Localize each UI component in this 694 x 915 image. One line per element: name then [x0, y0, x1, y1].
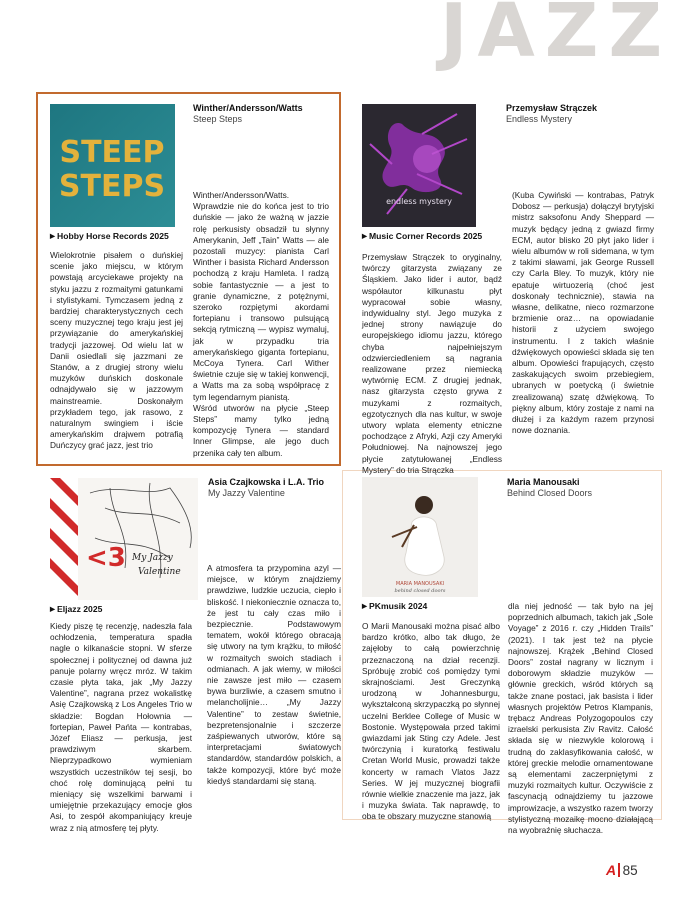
page-number: 85 [622, 862, 638, 878]
review-artist: Maria Manousaki [507, 477, 580, 487]
record-label: ▶ PKmusik 2024 [362, 601, 427, 611]
cover-art [362, 477, 478, 597]
cover-title-line2: Valentine [138, 567, 181, 577]
review-album: Behind Closed Doors [507, 488, 593, 498]
review-text-col2: (Kuba Cywiński — kontrabas, Patryk Dobosz — perkusja) dołączył brytyjski mistrz saksofonu Andy Sheppard — muzyk będący jedną z gwiazd firmy ECM, autor blisko 20 płyt jako lider i wielu albumów w roli sidemana, w tym z takimi sławami, jak George Russell czy Carla Bley. To muzyk, który nie epatuje wirtuozerią (choć jest doskonały technicznie), stawia na własne, delikatne, nieco rozmarzone brzmienie oraz… na opowiadanie historii z użyciem swojego instrumentu. I z takich właśnie dźwiękowych opowieści składa się ten album. Opowieści frapujących, często zaskakujących swoim przebiegiem, ubranych w poetycką (i świetnie zrealizowaną) szatę dźwiękową. To piękny album, który zostaje z nami na dłużej i za każdym razem przynosi nowe doznania. [512, 190, 654, 436]
magazine-logo: A [606, 862, 617, 878]
review-text-col1: Przemysław Strączek to oryginalny, twórczy gitarzysta związany ze Śląskiem. Jako lider i autor, bądź współautor kilkunastu płyt wypracował sobie własny, indywidualny styl. Jego muzyka z jednej strony nawiązuje do europejskiego idiomu jazzu, którego chyba najpełniejszym odzwierciedleniem są nagrania realizowane przez niemiecką wytwórnię ECM. Z drugiej jednak, nasz gitarzysta często grywa z muzykami z rozmaitych, egzotycznych dla nas kultur, w swoje utwory wplata elementy etniczne pochodzące z Afryki, Azji czy Ameryki Południowej. Na najnowszej jego płycie zatytułowanej „Endless Mystery” do tria Strączka [362, 252, 502, 475]
album-cover-endless-mystery [362, 104, 476, 227]
cover-art [50, 104, 175, 227]
review-text-col2: dla niej jedność — tak było na jej poprzednich albumach, takich jak „Sole Voyage” z 2016 r. czy „Hidden Trails” (2021). I tak jest też na płycie najnowszej. Krążek „Behind Closed Doors” został nagrany w licznym i doborowym składzie muzyków — głównie greckich, wśród których są także znane postaci, jak basista i lider własnych projektów Petros Klampanis, trębacz Andreas Polyzogopoulos czy izraelski perkusista Ziv Ravitz. Całość składa się w niezwykle kolorową i trudną do zaklasyfikowania całość, w której greckie melodie ornamentowane są elementami zaczerpniętymi z muzyki rozmaitych kultur. Oczywiście z fascynacją odnajdziemy tu jazzowe improwizacje, a wszystko razem tworzy stylistyczną mozaikę mocno działającą na wyobraźnię słuchacza. [508, 601, 653, 836]
review-album: My Jazzy Valentine [208, 488, 285, 498]
review-artist: Asia Czajkowska i L.A. Trio [208, 477, 325, 487]
album-cover-behind-closed-doors [362, 477, 478, 597]
review-artist: Winther/Andersson/Watts [193, 103, 303, 113]
review-text-col1: Kiedy piszę tę recenzję, nadeszła fala ochłodzenia, temperatura spadła nagle o kilkanaście stopni. W sferze społecznej i politycznej od dawna już panuje polarny wręcz mróz. W takim czasie płyta taka, jak „My Jazzy Valentine”, nagrana przez wokalistkę Asię Czajkowską z Los Angeles Trio w składzie: Bogdan Hołownia — fortepian, Paweł Pańta — kontrabas, Józef Eliasz — perkusja, jest prawdziwym skarbem. Nieprzypadkowo wymieniam wszystkich uczestników tej sesji, bo choć rolę dominującą pełni tu mieniący się wszelkimi barwami i umiejętnie przekazujący emocje głos Asi, to zespół akompaniujący kreuje wraz z nią atmosferę tej płyty. [50, 621, 192, 833]
record-label: ▶ Music Corner Records 2025 [362, 231, 482, 241]
album-cover-steep-steps [50, 104, 175, 227]
review-album: Endless Mystery [506, 114, 573, 124]
record-label: ▶ Eljazz 2025 [50, 604, 102, 614]
cover-title: behind closed doors [394, 588, 446, 594]
cover-art [50, 478, 198, 600]
album-cover-my-jazzy-valentine [50, 478, 198, 600]
page-footer [606, 862, 638, 878]
cover-heart: <3 [86, 543, 126, 573]
cover-title: endless mystery [386, 197, 452, 206]
review-text-col2: Winther/Andersson/Watts. Wprawdzie nie do końca jest to trio duńskie — jako że ważną w jazzie rolę perkusisty obsadził tu słynny Amerykanin, Jeff „Tain” Watts — ale pozostali muzycy: pianista Carl Winther i basista Richard Andersson pochodzą z kraju Hamleta. I radzą sobie fantastycznie — a jest to granie dynamiczne, z potężnymi, szeroko rozpiętymi akordami fortepianu i transowo pulsującą sekcją rytmiczną — wypisz wymaluj, jak w przypadku tria amerykańskiego giganta fortepianu, McCoya Tynera. Carl Wither świetnie czuje się w takiej konwencji, a Watts ma za sobą współpracę z tym legendarnym pianistą. Wśród utworów na płycie „Steep Steps” mamy tylko jedną kompozycję Tynera — standard Inner Glimpse, ale jego duch przenika cały ten album. [193, 190, 329, 458]
review-artist: Przemysław Strączek [506, 103, 598, 113]
cover-title-line1: STEEP [59, 135, 165, 170]
record-label: ▶ Hobby Horse Records 2025 [50, 231, 169, 241]
cover-art [362, 104, 476, 227]
review-text-col1: O Marii Manousaki można pisać albo bardzo krótko, albo tak długo, że zajęłoby to całą powierzchnię przeznaczoną na dział recenzji. Spróbuję zrobić coś pomiędzy tymi skrajnościami. Jest Greczynką urodzoną w Johannesburgu, wykształconą skrzypaczką po słynnej uczelni Berklee College of Music w Bostonie. Występowała przed takimi gwiazdami jak Sting czy Adele. Jest twórczynią i kuratorką festiwalu Cretan World Music, prowadzi także koncerty w ramach Vlatos Jazz Series. W jej muzycznej biografii równie wielkie znaczenie ma jazz, jak i muzyka świata. Tak naprawdę, to oba te obszary muzyczne stanowią [362, 621, 500, 822]
review-album: Steep Steps [193, 114, 243, 124]
section-heading: JAZZ [440, 0, 673, 74]
cover-title-line2: STEPS [58, 169, 166, 204]
cover-artist: MARIA MANOUSAKI [395, 581, 445, 587]
review-text-col2: A atmosfera ta przypomina azyl — miejsce, w którym znajdziemy prawdziwe, ludzkie uczucia, ciepło i bliskość. I niekoniecznie oznacza to, że jest tu cały czas miło i bezpiecznie. Podstawowym tematem, wokół którego obracają się utwory na tym krążku, to miłość w rozmaitych swoich stadiach i odmianach. A jak wiemy, w miłości nie zawsze jest miło — czasem bywa burzliwie, a czasem smutno i melancholijnie… „My Jazzy Valentine” to zestaw świetnie, bezpretensjonalnie i szczerze zaśpiewanych utworów, które są interpretacjami światowych standardów, standardów polskich, a także kompozycji, które być może kiedyś standardami się staną. [207, 563, 341, 786]
footer-divider [618, 863, 620, 877]
cover-title-line1: My Jazzy [132, 553, 173, 563]
review-text-col1: Wielokrotnie pisałem o duńskiej scenie jako miejscu, w którym powstają arcyciekawe projekty na styku jazzu z rozmaitymi gatunkami i stylistykami. Tymczasem jedną z bardziej charakterystycznych cech sceny muzycznej tego kraju jest jej przywiązanie do amerykańskiej tradycji jazzowej. Od wielu lat w Danii osiedlali się jazzmani ze Stanów, a z drugiej strony wielu muzyków duńskich doskonale odnajdywało się w jazzowym mainstreamie. Doskonałym przykładem tego, jak rasowo, z naturalnym swingiem i iście amerykańskim drajwem potrafią Duńczycy grać jazz, jest trio [50, 250, 183, 451]
